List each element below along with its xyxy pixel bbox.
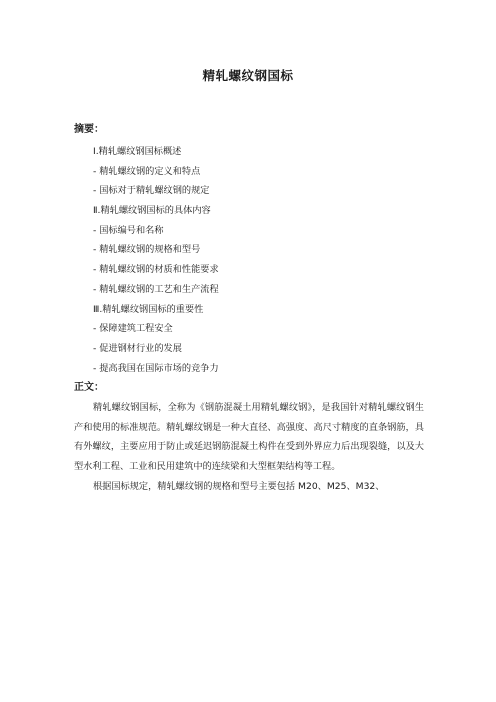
body-text (74, 398, 424, 497)
body-label: 正文： (74, 382, 104, 393)
outline-section: Ⅲ.精轧螺纹钢国标的重要性 (93, 303, 204, 315)
outline-subitem: - 精轧螺纹钢的规格和型号 (93, 244, 201, 256)
outline-list (74, 142, 434, 378)
outline-subitem: - 精轧螺纹钢的定义和特点 (93, 165, 201, 177)
outline-subitem: - 国标编号和名称 (93, 224, 164, 236)
outline-subitem: - 精轧螺纹钢的工艺和生产流程 (93, 283, 219, 295)
body-paragraph: 根据国标规定，精轧螺纹钢的规格和型号主要包括 M20、M25、M32、 (93, 480, 385, 492)
outline-subitem: - 提高我国在国际市场的竞争力 (93, 362, 219, 374)
abstract-label: 摘要： (74, 124, 104, 135)
body-paragraph: 精轧螺纹钢国标，全称为《钢筋混凝土用精轧螺纹钢》，是我国针对精轧螺纹钢生产和使用的标准规范。精轧螺纹钢是一种大直径、高强度、高尺寸精度的直条钢筋，具有外螺纹，主要应用于防止或延迟钢筋混凝土构件在受到外界应力后出现裂缝，以及大型水利工程、工业和民用建筑中的连续梁和大型框架结构等工程。 (74, 402, 424, 473)
document-title: 精轧螺纹钢国标 (202, 68, 294, 83)
outline-section: Ⅱ.精轧螺纹钢国标的具体内容 (93, 205, 211, 217)
outline-subitem: - 促进钢材行业的发展 (93, 342, 182, 354)
outline-subitem: - 精轧螺纹钢的材质和性能要求 (93, 264, 219, 276)
outline-subitem: - 保障建筑工程安全 (93, 323, 173, 335)
outline-subitem: - 国标对于精轧螺纹钢的规定 (93, 185, 210, 197)
outline-section: Ⅰ.精轧螺纹钢国标概述 (93, 146, 182, 157)
